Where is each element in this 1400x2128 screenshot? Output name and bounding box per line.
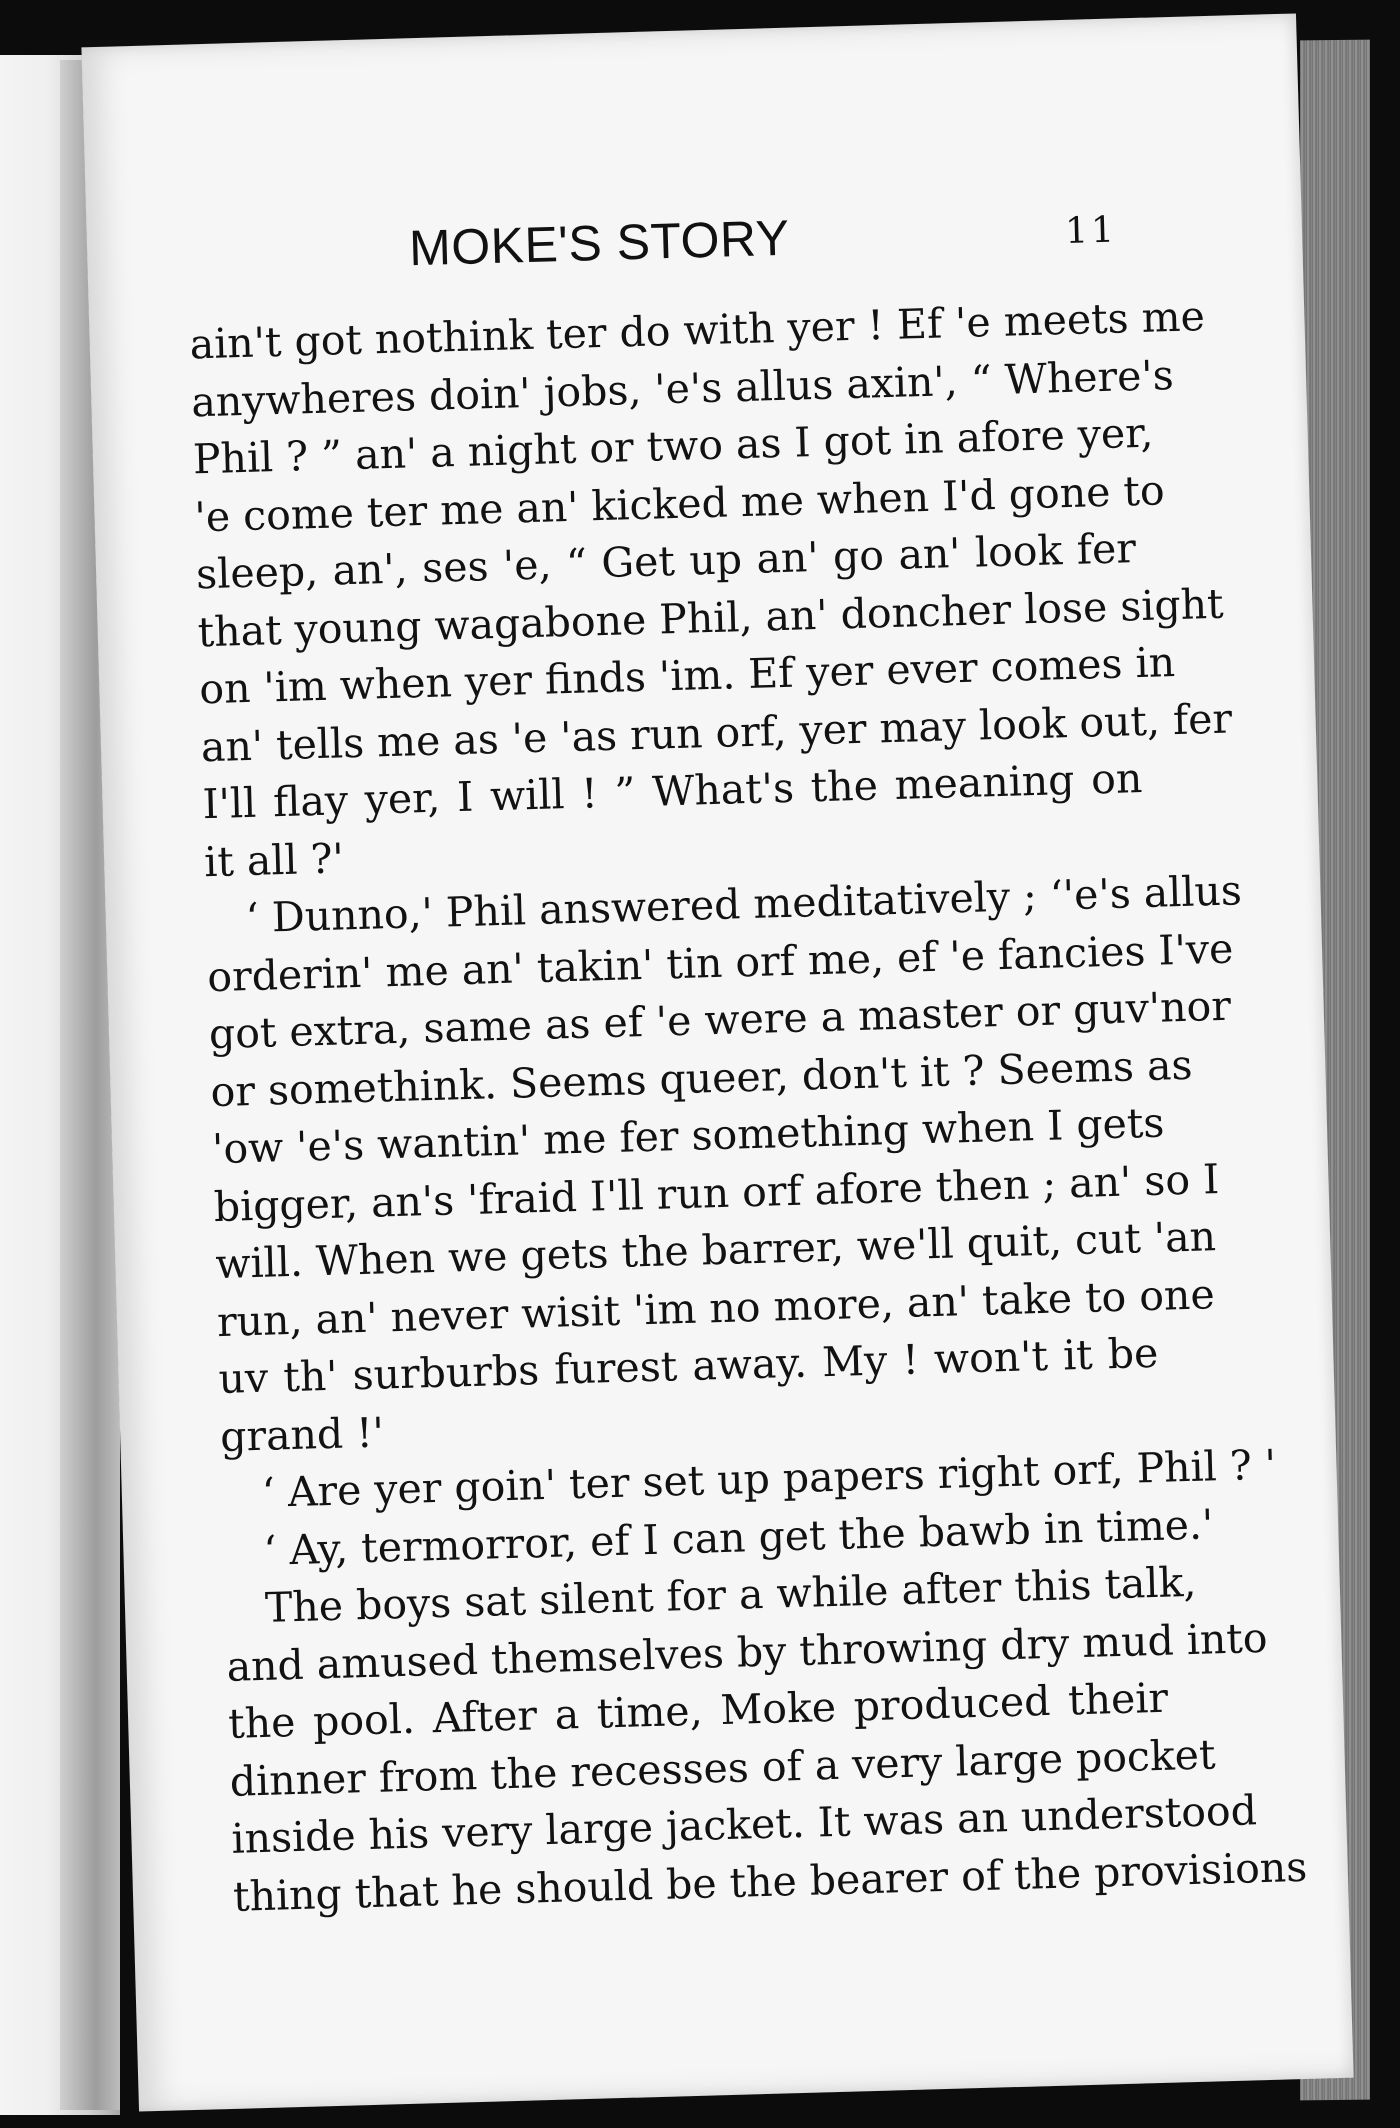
page-number: 11 (1064, 209, 1118, 252)
text-line: 'ow 'e's wantin' me fer something when I gets (211, 1098, 1165, 1174)
running-title: MOKE'S STORY (408, 209, 791, 277)
text-line: thing that he should be the bearer of the provisions (232, 1842, 1308, 1921)
text-line: orderin' me an' takin' tin orf me, ef 'e fancies I've (206, 924, 1234, 1001)
paragraph-1 (189, 290, 1233, 891)
text-line: and amused themselves by throwing dry mud into (226, 1613, 1269, 1691)
text-line: it all ?' (203, 833, 345, 886)
text-line: 'e come ter me an' kicked me when I'd gone to (193, 465, 1166, 541)
text-line: bigger, an's 'fraid I'll run orf afore then ; an' so I (213, 1154, 1220, 1231)
book-page (81, 13, 1353, 2111)
paragraph-2 (205, 865, 1243, 1466)
text-line: grand !' (219, 1407, 385, 1461)
text-line: the pool. After a time, Moke produced their (227, 1673, 1169, 1748)
text-line: The boys sat silent for a while after this talk, (264, 1557, 1197, 1632)
text-line: run, an' never wisit 'im no more, an' take to one (216, 1269, 1216, 1346)
text-line: dinner from the recesses of a very large pocket (229, 1729, 1217, 1806)
text-line: ain't got nothink ter do with yer ! Ef 'e meets me (189, 292, 1206, 369)
text-line: I'll flay yer, I will ! ” What's the meaning on (201, 754, 1143, 829)
text-line: that young wagabone Phil, an' doncher lose sight (197, 579, 1225, 656)
text-line: anywheres doin' jobs, 'e's allus axin', “ Where's (190, 350, 1175, 426)
text-line: Phil ? ” an' a night or two as I got in afore yer, (192, 408, 1154, 484)
text-line: sleep, an', ses 'e, “ Get up an' go an' look fer (195, 524, 1137, 599)
text-line: inside his very large jacket. It was an understood (230, 1786, 1258, 1863)
text-line: will. When we gets the barrer, we'll quit, cut 'an (214, 1212, 1217, 1289)
page-text (186, 198, 1308, 1926)
text-line: uv th' surburbs furest away. My ! won't it be (217, 1328, 1159, 1404)
text-line: on 'im when yer finds 'im. Ef yer ever comes in (198, 638, 1176, 714)
text-line: ‘ Ay, termorror, ef I can get the bawb in time.' (262, 1499, 1214, 1575)
paragraph-5 (224, 1555, 1308, 1926)
text-line: an' tells me as 'e 'as run orf, yer may look out, fer (200, 694, 1233, 771)
text-line: or somethink. Seems queer, don't it ? Seems as (209, 1040, 1194, 1116)
text-line: ‘ Dunno,' Phil answered meditatively ; ‘'e's allus (245, 866, 1243, 943)
text-line: got extra, same as ef 'e were a master or guv'nor (208, 981, 1232, 1059)
text-line: ‘ Are yer goin' ter set up papers right orf, Phil ? ' (261, 1440, 1277, 1517)
